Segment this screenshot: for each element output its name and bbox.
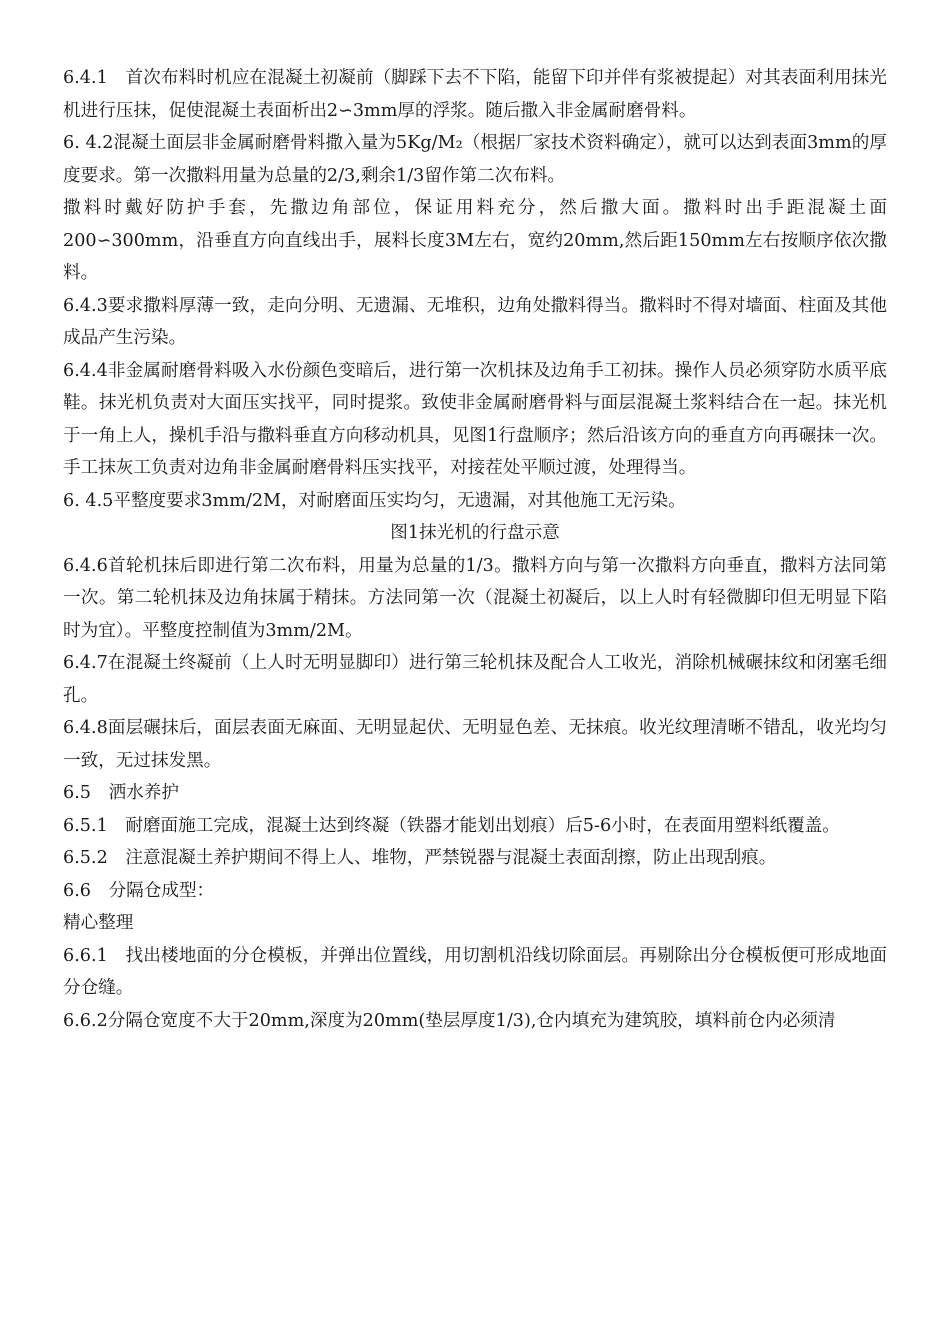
paragraph-6-4-8: 6.4.8面层碾抹后，面层表面无麻面、无明显起伏、无明显色差、无抹痕。收光纹理清晰不错乱，收光均匀一致，无过抹发黑。 bbox=[63, 718, 887, 771]
heading-6-6: 6.6 分隔仓成型： bbox=[63, 880, 215, 901]
paragraph-6-4-6: 6.4.6首轮机抹后即进行第二次布料，用量为总量的1/3。撒料方向与第一次撒料方向垂直，撒料方法同第一次。第二轮机抹及边角抹属于精抹。方法同第一次（混凝土初凝后，以上人时有轻微脚印但无明显下陷时为宜）。平整度控制值为3mm/2M。 bbox=[63, 555, 887, 641]
paragraph-6-4-5: 6. 4.5平整度要求3mm/2M，对耐磨面压实均匀，无遗漏，对其他施工无污染。 bbox=[63, 490, 686, 511]
paragraph-6-5-1: 6.5.1 耐磨面施工完成，混凝土达到终凝（铁器才能划出划痕）后5-6小时，在表面用塑料纸覆盖。 bbox=[63, 815, 840, 836]
paragraph-6-4-4: 6.4.4非金属耐磨骨料吸入水份颜色变暗后，进行第一次机抹及边角手工初抹。操作人员必须穿防水质平底鞋。抹光机负责对大面压实找平，同时提浆。致使非金属耐磨骨料与面层混凝土浆料结合在一起。抹光机于一角上人，操机手沿与撒料垂直方向移动机具，见图1行盘顺序；然后沿该方向的垂直方向再碾抹一次。手工抹灰工负责对边角非金属耐磨骨料压实找平，对接茬处平顺过渡，处理得当。 bbox=[63, 360, 887, 478]
paragraph-6-4-3: 6.4.3要求撒料厚薄一致，走向分明、无遗漏、无堆积，边角处撒料得当。撒料时不得对墙面、柱面及其他成品产生污染。 bbox=[63, 295, 887, 348]
paragraph-6-6-2: 6.6.2分隔仓宽度不大于20mm,深度为20mm(垫层厚度1/3),仓内填充为建筑胶，填料前仓内必须清 bbox=[63, 1010, 836, 1031]
paragraph-6-4-7: 6.4.7在混凝土终凝前（上人时无明显脚印）进行第三轮机抹及配合人工收光，消除机械碾抹纹和闭塞毛细孔。 bbox=[63, 653, 887, 706]
heading-jingxin-zhengli: 精心整理 bbox=[63, 913, 134, 933]
document-body bbox=[63, 62, 887, 1037]
paragraph-6-4-1: 6.4.1 首次布料时机应在混凝土初凝前（脚踩下去不下陷，能留下印并伴有浆被提起）对其表面利用抹光机进行压抹，促使混凝土表面析出2∽3mm厚的浮浆。随后撒入非金属耐磨骨料。 bbox=[63, 68, 887, 121]
paragraph-6-5-2: 6.5.2 注意混凝土养护期间不得上人、堆物，严禁锐器与混凝土表面刮擦，防止出现刮痕。 bbox=[63, 848, 777, 868]
figure-caption: 图1抹光机的行盘示意 bbox=[390, 523, 560, 543]
paragraph-6-6-1: 6.6.1 找出楼地面的分仓模板，并弹出位置线，用切割机沿线切除面层。再剔除出分仓模板便可形成地面分仓缝。 bbox=[63, 945, 887, 998]
heading-6-5: 6.5 洒水养护 bbox=[63, 783, 179, 803]
paragraph-scatter-method: 撒料时戴好防护手套，先撒边角部位，保证用料充分，然后撒大面。撒料时出手距混凝土面200∽300mm，沿垂直方向直线出手，展料长度3M左右，宽约20mm,然后距150mm左右按顺序依次撒料。 bbox=[63, 198, 887, 283]
paragraph-6-4-2: 6. 4.2混凝土面层非金属耐磨骨料撒入量为5Kg/M₂（根据厂家技术资料确定），就可以达到表面3mm的厚度要求。第一次撒料用量为总量的2/3,剩余1/3留作第二次布料。 bbox=[63, 133, 887, 186]
